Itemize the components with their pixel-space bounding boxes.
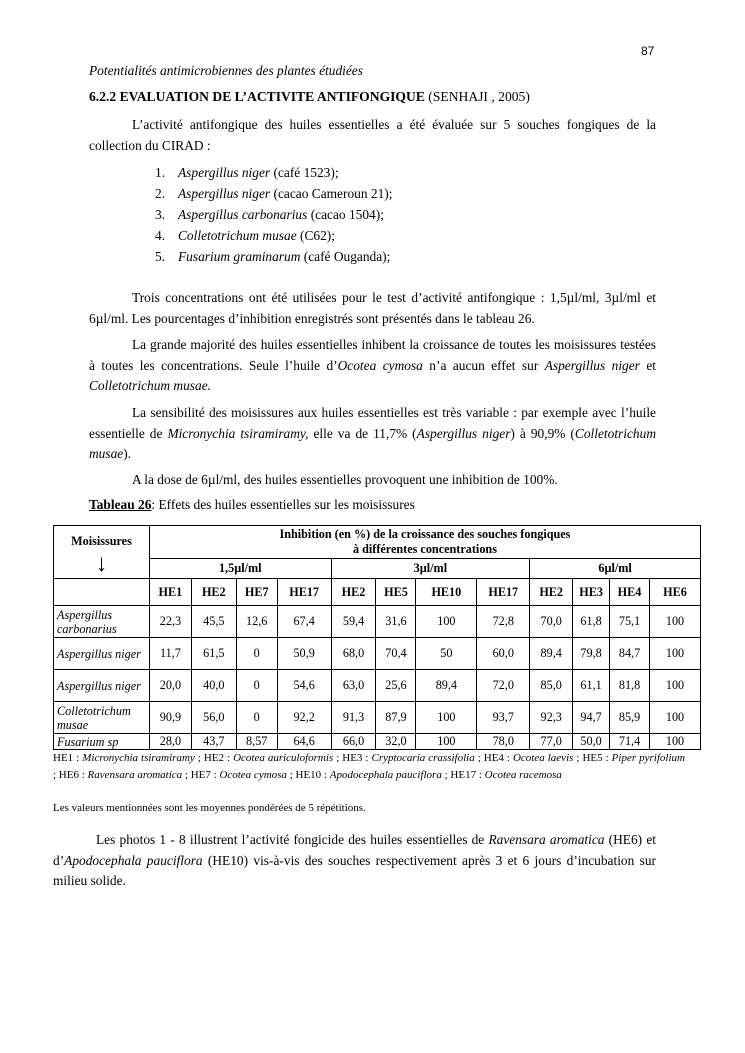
species-name: Apodocephala pauciflora xyxy=(64,852,203,868)
strain-detail: (cacao Cameroun 21); xyxy=(273,186,393,201)
value-cell: 20,0 xyxy=(149,670,191,702)
intro-paragraph: L’activité antifongique des huiles essentielles a été évaluée sur 5 souches fongiques de la collection du CIRAD : xyxy=(89,117,656,153)
oil-header: HE7 xyxy=(236,579,277,606)
legend-code: ; HE7 : xyxy=(182,769,220,781)
value-cell: 68,0 xyxy=(331,638,376,670)
value-cell: 90,9 xyxy=(149,702,191,734)
strain-detail: (café 1523); xyxy=(273,165,339,180)
inhibition-header xyxy=(149,526,700,559)
value-cell: 32,0 xyxy=(376,734,416,750)
strain-number: 1. xyxy=(155,165,166,180)
value-cell: 84,7 xyxy=(610,638,650,670)
value-cell: 60,0 xyxy=(477,638,530,670)
value-cell: 75,1 xyxy=(610,606,650,638)
value-cell: 63,0 xyxy=(331,670,376,702)
legend-species: Ravensara aromatica xyxy=(87,769,183,781)
legend-code: ; HE3 : xyxy=(333,752,372,764)
oil-header: HE1 xyxy=(149,579,191,606)
strain-item xyxy=(155,183,392,204)
text: Les photos 1 - 8 illustrent l’activité fongicide des huiles essentielles de xyxy=(96,832,489,847)
species-name: Aspergillus niger xyxy=(544,357,640,373)
species-cell: Aspergillus carbonarius xyxy=(54,606,150,638)
value-cell: 89,4 xyxy=(530,638,573,670)
strain-name: Aspergillus carbonarius xyxy=(178,207,308,222)
legend-species: Ocotea laevis xyxy=(512,752,574,764)
value-cell: 100 xyxy=(416,606,477,638)
table-row xyxy=(54,670,701,702)
species-cell: Aspergillus niger xyxy=(54,638,150,670)
strain-item xyxy=(155,246,392,267)
value-cell: 72,0 xyxy=(477,670,530,702)
species-cell: Colletotrichum musae xyxy=(54,702,150,734)
value-cell: 78,0 xyxy=(477,734,530,750)
value-cell: 11,7 xyxy=(149,638,191,670)
oil-header: HE4 xyxy=(610,579,650,606)
value-cell: 61,5 xyxy=(191,638,236,670)
inhibition-table xyxy=(53,525,701,750)
value-cell: 61,1 xyxy=(573,670,610,702)
paragraph-sensitivity xyxy=(89,403,656,465)
table-row xyxy=(54,606,701,638)
moisissures-label: Moisissures xyxy=(71,534,132,548)
strain-name: Aspergillus niger xyxy=(178,186,271,201)
oil-header: HE10 xyxy=(416,579,477,606)
concentration-header: 1,5µl/ml xyxy=(149,559,331,579)
value-cell: 89,4 xyxy=(416,670,477,702)
text: La grande majorité des huiles essentielles inhibent la croissance de toutes les moisissures testées à toutes les concentrations. Seule l’huile d’ xyxy=(89,337,656,373)
table-row xyxy=(54,702,701,734)
oil-header: HE3 xyxy=(573,579,610,606)
value-cell: 77,0 xyxy=(530,734,573,750)
value-cell: 70,0 xyxy=(530,606,573,638)
strain-item xyxy=(155,162,392,183)
value-cell: 40,0 xyxy=(191,670,236,702)
oil-header: HE2 xyxy=(191,579,236,606)
strain-number: 2. xyxy=(155,186,166,201)
legend-code: HE1 : xyxy=(53,752,83,764)
value-cell: 22,3 xyxy=(149,606,191,638)
value-cell: 70,4 xyxy=(376,638,416,670)
value-cell: 71,4 xyxy=(610,734,650,750)
section-reference: (SENHAJI , 2005) xyxy=(428,89,530,104)
species-name: Colletotrichum musae. xyxy=(89,378,211,394)
value-cell: 59,4 xyxy=(331,606,376,638)
caption-label: Tableau 26 xyxy=(89,497,152,512)
legend-code: ; HE6 : xyxy=(53,769,88,781)
strain-detail: (C62); xyxy=(300,228,335,243)
oil-header: HE6 xyxy=(650,579,701,606)
page-number: 87 xyxy=(641,44,655,58)
legend-code: ; HE10 : xyxy=(286,769,330,781)
text: elle va de 11,7% ( xyxy=(308,425,417,441)
running-title: Potentialités antimicrobiennes des plantes étudiées xyxy=(89,63,363,78)
value-cell: 56,0 xyxy=(191,702,236,734)
value-cell: 92,2 xyxy=(277,702,331,734)
species-cell: Fusarium sp xyxy=(54,734,150,750)
species-name: Colletotrichum musae xyxy=(89,425,656,462)
oil-header: HE17 xyxy=(277,579,331,606)
value-cell: 100 xyxy=(650,638,701,670)
legend-code: ; HE17 : xyxy=(441,769,485,781)
text: La sensibilité des moisissures aux huiles essentielles est très variable : par exemple avec l’huile essentielle de xyxy=(89,405,656,441)
text: (HE10) vis-à-vis des souches respectivement après 3 et 6 jours d’incubation sur milieu solide. xyxy=(53,852,656,889)
strain-detail: (café Ouganda); xyxy=(303,249,391,264)
caption-text: : Effets des huiles essentielles sur les moisissures xyxy=(151,497,415,512)
value-cell: 8,57 xyxy=(236,734,277,750)
legend-species: Piper pyrifolium xyxy=(611,752,685,764)
value-cell: 25,6 xyxy=(376,670,416,702)
empty-cell xyxy=(54,579,150,606)
strain-number: 3. xyxy=(155,207,166,222)
value-cell: 31,6 xyxy=(376,606,416,638)
strain-detail: (cacao 1504); xyxy=(310,207,384,222)
oil-header: HE2 xyxy=(331,579,376,606)
value-cell: 100 xyxy=(416,702,477,734)
value-cell: 91,3 xyxy=(331,702,376,734)
value-cell: 85,0 xyxy=(530,670,573,702)
value-cell: 0 xyxy=(236,670,277,702)
text: (HE6) et d’ xyxy=(53,832,656,868)
text: ). xyxy=(123,446,132,462)
oil-header: HE17 xyxy=(477,579,530,606)
table-note: Les valeurs mentionnées sont les moyennes pondérées de 5 répétitions. xyxy=(53,802,366,814)
oil-header: HE5 xyxy=(376,579,416,606)
text: et xyxy=(639,357,656,373)
arrow-down-icon: ↓ xyxy=(95,551,108,577)
section-title: 6.2.2 EVALUATION DE L’ACTIVITE ANTIFONGIQUE xyxy=(89,89,425,104)
moisissures-header xyxy=(54,526,150,579)
table-row xyxy=(54,638,701,670)
value-cell: 85,9 xyxy=(610,702,650,734)
strain-name: Aspergillus niger xyxy=(178,165,271,180)
legend-code: ; HE5 : xyxy=(573,752,612,764)
value-cell: 28,0 xyxy=(149,734,191,750)
header-line: à différentes concentrations xyxy=(352,542,497,556)
value-cell: 100 xyxy=(650,702,701,734)
legend-species: Micronychia tsiramiramy xyxy=(82,752,195,764)
value-cell: 93,7 xyxy=(477,702,530,734)
text: n’a aucun effet sur xyxy=(422,357,545,373)
strain-number: 5. xyxy=(155,249,166,264)
value-cell: 100 xyxy=(650,606,701,638)
value-cell: 50,0 xyxy=(573,734,610,750)
legend-species: Apodocephala pauciflora xyxy=(329,769,442,781)
strain-list xyxy=(155,162,392,267)
legend-code: ; HE2 : xyxy=(194,752,234,764)
paragraph-concentrations: Trois concentrations ont été utilisées pour le test d’activité antifongique : 1,5µl/ml, 3µl/ml et 6µl/ml. Les pourcentages d’inhibition enregistrés sont présentés dans le tableau 26. xyxy=(89,290,656,326)
legend-code: ; HE4 : xyxy=(474,752,513,764)
species-cell: Aspergillus niger xyxy=(54,670,150,702)
strain-item xyxy=(155,225,392,246)
value-cell: 43,7 xyxy=(191,734,236,750)
strain-name: Fusarium graminarum xyxy=(178,249,301,264)
paragraph-photos xyxy=(53,830,656,892)
value-cell: 64,6 xyxy=(277,734,331,750)
value-cell: 100 xyxy=(650,734,701,750)
species-name: Micronychia tsiramiramy, xyxy=(167,425,309,441)
strain-number: 4. xyxy=(155,228,166,243)
legend-species: Ocotea auriculoformis xyxy=(233,752,334,764)
value-cell: 100 xyxy=(416,734,477,750)
species-name: Aspergillus niger xyxy=(416,425,511,441)
value-cell: 54,6 xyxy=(277,670,331,702)
legend-species: Ocotea cymosa xyxy=(219,769,287,781)
species-name: Ravensara aromatica xyxy=(488,832,605,847)
value-cell: 50 xyxy=(416,638,477,670)
value-cell: 72,8 xyxy=(477,606,530,638)
value-cell: 45,5 xyxy=(191,606,236,638)
table-legend xyxy=(53,750,685,784)
value-cell: 12,6 xyxy=(236,606,277,638)
table-caption xyxy=(89,497,415,513)
paragraph-inhibition xyxy=(89,335,656,397)
strain-item xyxy=(155,204,392,225)
value-cell: 0 xyxy=(236,638,277,670)
value-cell: 50,9 xyxy=(277,638,331,670)
value-cell: 87,9 xyxy=(376,702,416,734)
value-cell: 92,3 xyxy=(530,702,573,734)
strain-name: Colletotrichum musae xyxy=(178,228,297,243)
value-cell: 0 xyxy=(236,702,277,734)
text: ) à 90,9% ( xyxy=(510,425,575,441)
value-cell: 79,8 xyxy=(573,638,610,670)
value-cell: 67,4 xyxy=(277,606,331,638)
concentration-header: 3µl/ml xyxy=(331,559,530,579)
header-line: Inhibition (en %) de la croissance des souches fongiques xyxy=(279,527,571,541)
table-row xyxy=(54,734,701,750)
value-cell: 81,8 xyxy=(610,670,650,702)
section-heading xyxy=(89,89,530,105)
legend-species: Cryptocaria crassifolia xyxy=(371,752,475,764)
legend-species: Ocotea racemosa xyxy=(484,769,562,781)
value-cell: 94,7 xyxy=(573,702,610,734)
oil-header: HE2 xyxy=(530,579,573,606)
species-name: Ocotea cymosa xyxy=(337,357,423,373)
concentration-header: 6µl/ml xyxy=(530,559,701,579)
value-cell: 100 xyxy=(650,670,701,702)
value-cell: 66,0 xyxy=(331,734,376,750)
value-cell: 61,8 xyxy=(573,606,610,638)
paragraph-dose: A la dose de 6µl/ml, des huiles essentielles provoquent une inhibition de 100%. xyxy=(132,472,558,487)
